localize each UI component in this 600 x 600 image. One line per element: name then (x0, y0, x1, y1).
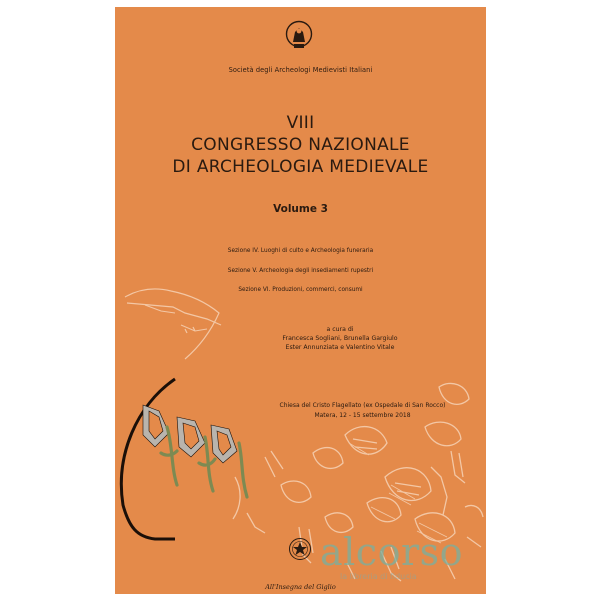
curators-block (265, 325, 415, 352)
section-item: Sezione IV. Luoghi di culto e Archeologia funeraria (227, 248, 374, 254)
book-cover (115, 7, 486, 594)
venue-place: Chiesa del Cristo Flagellato (ex Ospedale di San Rocco) (279, 402, 446, 409)
society-logo-icon (285, 20, 313, 52)
vase-pattern-band (143, 405, 237, 463)
title-line-archeology: DI ARCHEOLOGIA MEDIEVALE (172, 157, 429, 177)
publisher-name: All'Insegna del Giglio (265, 583, 336, 591)
section-item: Sezione V. Archeologia degli insediamenti rupestri (227, 267, 374, 274)
vase-illustration (115, 7, 486, 594)
vase-vine-pattern (161, 427, 247, 497)
section-item: Sezione VI. Produzioni, commerci, consumi (238, 287, 363, 293)
volume-label: Volume 3 (273, 203, 328, 215)
venue-block (275, 401, 450, 420)
watermark-brand: alcorso (320, 530, 464, 574)
society-name: Società degli Archeologi Medievisti Italiani (228, 66, 373, 74)
publisher-seal-icon (288, 537, 312, 561)
congress-title (115, 112, 486, 178)
watermark-tagline: la libreria di fiducia (340, 572, 417, 581)
curators-names-line-2: Ester Annunziata e Valentino Vitale (285, 344, 395, 351)
vase-outline (121, 379, 175, 539)
sections-list (115, 242, 486, 301)
title-line-edition: VIII (286, 113, 315, 133)
vase-rim-line (127, 303, 221, 325)
decorative-hatching (349, 443, 447, 543)
title-line-congress: CONGRESSO NAZIONALE (191, 135, 410, 155)
curators-intro: a cura di (326, 326, 354, 333)
curators-names-line-1: Francesca Sogliani, Brunella Gargiulo (282, 335, 398, 342)
venue-date: Matera, 12 - 15 settembre 2018 (314, 411, 411, 419)
